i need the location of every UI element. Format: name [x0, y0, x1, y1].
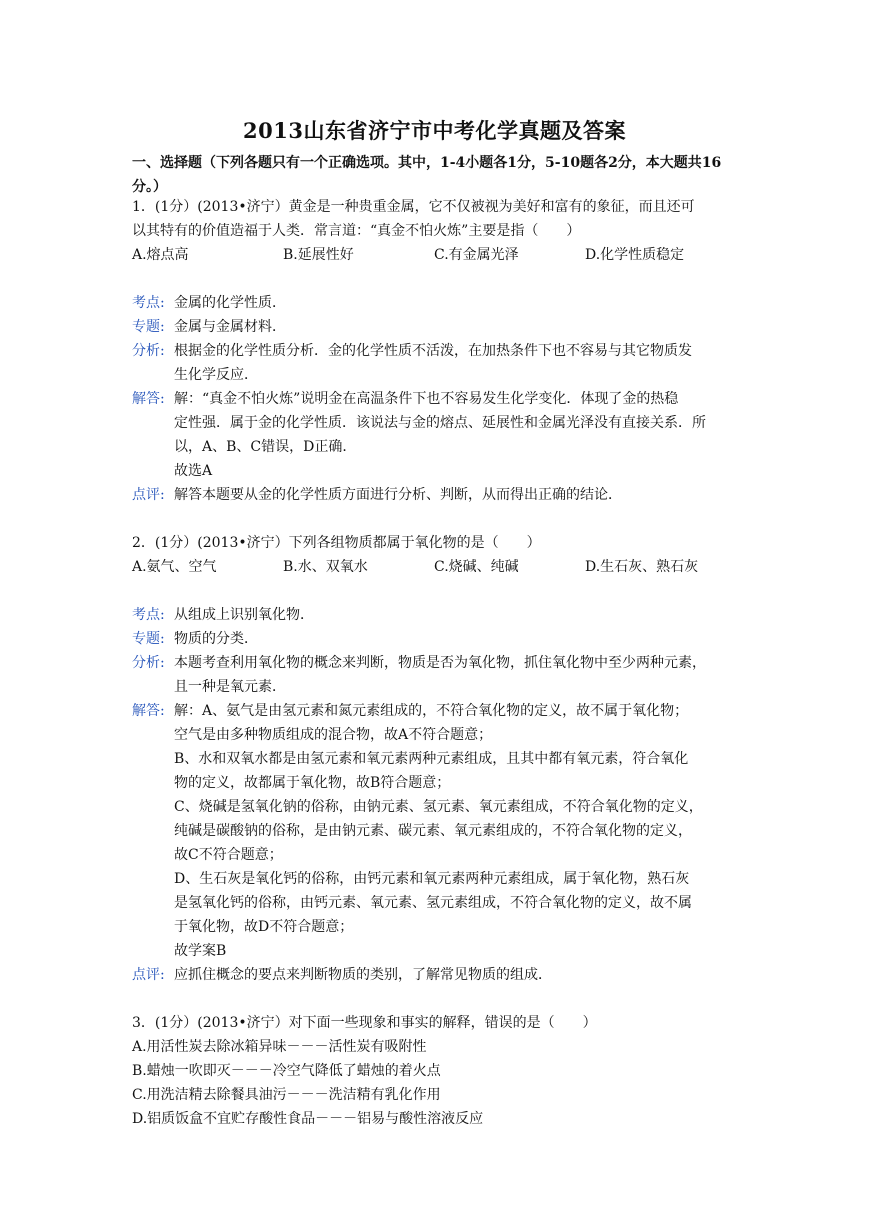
- option-b: B.延展性好: [283, 247, 354, 263]
- fenxi-label: 分析:: [132, 343, 165, 359]
- section-heading: 一、选择题（下列各题只有一个正确选项。其中，1-4小题各1分，5-10题各2分，本大题共16分。）: [132, 155, 722, 195]
- jieda-line: 故选A: [174, 463, 213, 479]
- jieda-line: 以，A、B、C错误，D正确．: [174, 439, 357, 455]
- questions: [132, 195, 742, 1131]
- question-2: [132, 531, 742, 987]
- jieda-line: 解：A、氨气是由氢元素和氮元素组成的，不符合氧化物的定义，故不属于氧化物；: [174, 703, 689, 719]
- jieda-line: 纯碱是碳酸钠的俗称，是由钠元素、碳元素、氧元素组成的，不符合氧化物的定义，: [174, 823, 692, 839]
- kaodian-row: [132, 291, 742, 315]
- jieda-line: 是氢氧化钙的俗称，由钙元素、氧元素、氢元素组成，不符合氧化物的定义，故不属: [174, 895, 692, 911]
- jieda-line: D、生石灰是氧化钙的俗称，由钙元素和氧元素两种元素组成，属于氧化物，熟石灰: [174, 871, 690, 887]
- kaodian-text: 金属的化学性质．: [174, 295, 286, 311]
- dianping-text: 解答本题要从金的化学性质方面进行分析、判断，从而得出正确的结论．: [174, 487, 622, 503]
- jieda-line: 物的定义，故都属于氧化物，故B符合题意；: [174, 775, 451, 791]
- jieda-label: 解答:: [132, 703, 165, 719]
- zhuanti-row: [132, 627, 742, 651]
- jieda-line: C、烧碱是氢氧化钠的俗称，由钠元素、氢元素、氧元素组成，不符合氧化物的定义，: [174, 799, 703, 815]
- question-stem: 2．(1分）(2013•济宁）下列各组物质都属于氧化物的是（ ）: [132, 535, 541, 551]
- question-stem: 1．(1分）(2013•济宁）黄金是一种贵重金属，它不仅被视为美好和富有的象征，而且还可: [132, 199, 695, 215]
- jieda-label: 解答:: [132, 391, 165, 407]
- options-row: [132, 243, 742, 267]
- option-c: C.有金属光泽: [434, 247, 519, 263]
- option-c: C.烧碱、纯碱: [434, 559, 519, 575]
- dianping-row: [132, 963, 742, 987]
- dianping-label: 点评:: [132, 487, 165, 503]
- kaodian-label: 考点:: [132, 295, 165, 311]
- jieda-row: [132, 387, 742, 483]
- fenxi-row: [132, 651, 742, 699]
- question-stem: 以其特有的价值造福于人类．常言道：“真金不怕火炼”主要是指（ ）: [132, 223, 581, 239]
- option-a: A.熔点高: [132, 247, 189, 263]
- fenxi-label: 分析:: [132, 655, 165, 671]
- jieda-line: B、水和双氧水都是由氢元素和氧元素两种元素组成，且其中都有氧元素，符合氧化: [174, 751, 689, 767]
- zhuanti-row: [132, 315, 742, 339]
- fenxi-line: 根据金的化学性质分析．金的化学性质不活泼，在加热条件下也不容易与其它物质发: [174, 343, 692, 359]
- fenxi-line: 生化学反应．: [174, 367, 258, 383]
- question-1: [132, 195, 742, 507]
- jieda-line: 定性强．属于金的化学性质．该说法与金的熔点、延展性和金属光泽没有直接关系．所: [174, 415, 706, 431]
- zhuanti-label: 专题:: [132, 631, 165, 647]
- option-b: B.蜡烛一吹即灭－－－冷空气降低了蜡烛的着火点: [132, 1063, 441, 1079]
- jieda-line: 故C不符合题意；: [174, 847, 283, 863]
- question-stem: 3．(1分）(2013•济宁）对下面一些现象和事实的解释，错误的是（ ）: [132, 1015, 597, 1031]
- dianping-row: [132, 483, 742, 507]
- options-row: [132, 555, 742, 579]
- kaodian-row: [132, 603, 742, 627]
- jieda-line: 故学案B: [174, 943, 227, 959]
- zhuanti-text: 物质的分类．: [174, 631, 258, 647]
- dianping-label: 点评:: [132, 967, 165, 983]
- jieda-line: 解：“真金不怕火炼”说明金在高温条件下也不容易发生化学变化．体现了金的热稳: [174, 391, 679, 407]
- jieda-line: 于氧化物，故D不符合题意；: [174, 919, 354, 935]
- option-d: D.生石灰、熟石灰: [585, 559, 699, 575]
- fenxi-row: [132, 339, 742, 387]
- jieda-row: [132, 699, 742, 963]
- fenxi-line: 本题考查利用氧化物的概念来判断，物质是否为氧化物，抓住氧化物中至少两种元素，: [174, 655, 706, 671]
- question-3: [132, 1011, 742, 1131]
- option-a: A.氨气、空气: [132, 559, 217, 575]
- fenxi-line: 且一种是氧元素．: [174, 679, 286, 695]
- kaodian-text: 从组成上识别氧化物．: [174, 607, 314, 623]
- option-a: A.用活性炭去除冰箱异味－－－活性炭有吸附性: [132, 1039, 427, 1055]
- page-title: 2013山东省济宁市中考化学真题及答案: [243, 118, 626, 143]
- option-b: B.水、双氧水: [283, 559, 368, 575]
- dianping-text: 应抓住概念的要点来判断物质的类别，了解常见物质的组成．: [174, 967, 552, 983]
- option-d: D.化学性质稳定: [585, 247, 685, 263]
- kaodian-label: 考点:: [132, 607, 165, 623]
- zhuanti-text: 金属与金属材料．: [174, 319, 286, 335]
- zhuanti-label: 专题:: [132, 319, 165, 335]
- option-c: C.用洗洁精去除餐具油污－－－洗洁精有乳化作用: [132, 1087, 441, 1103]
- jieda-line: 空气是由多种物质组成的混合物，故A不符合题意；: [174, 727, 493, 743]
- option-d: D.铝质饭盒不宜贮存酸性食品－－－铝易与酸性溶液反应: [132, 1111, 484, 1127]
